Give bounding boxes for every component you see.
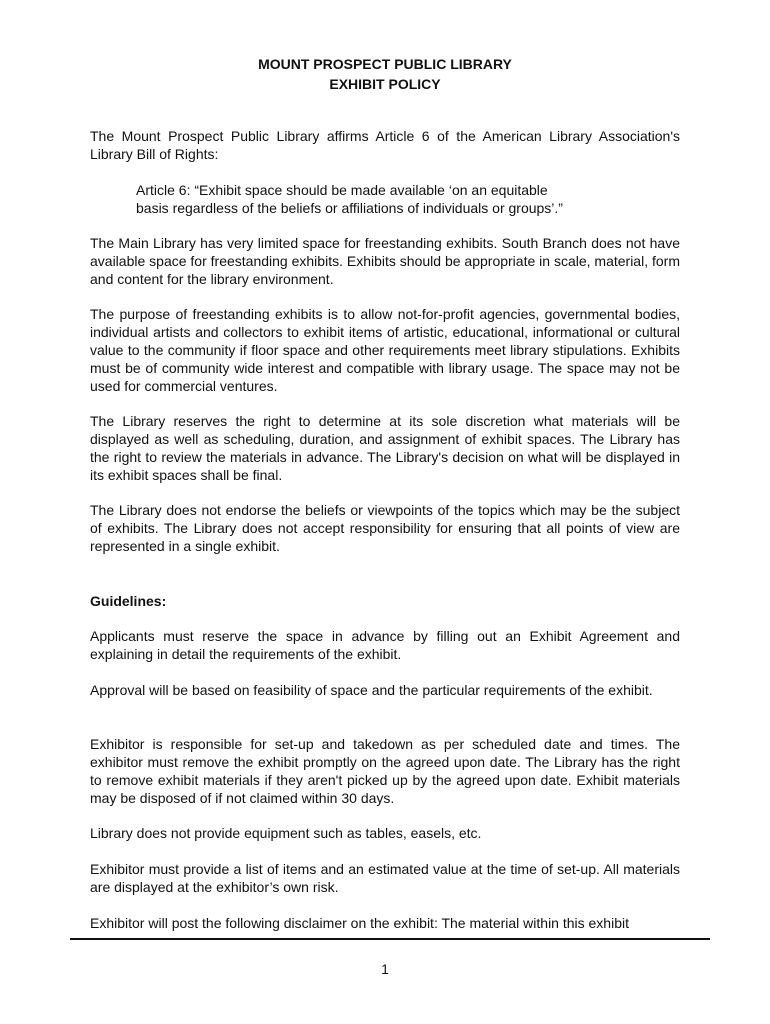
guideline-equipment: Library does not provide equipment such as tables, easels, etc. [90,825,482,841]
footer-divider [70,938,710,940]
article-6-quote-line-1: Article 6: “Exhibit space should be made available ‘on an equitable [136,182,548,198]
endorsement-paragraph: The Library does not endorse the beliefs or viewpoints of the topics which may be the subject of exhibits. The Library does not accept responsibility for ensuring that all points of view are represented in a single exhibit. [90,502,680,554]
guideline-reserve-space: Applicants must reserve the space in advance by filling out an Exhibit Agreement and explaining in detail the requirements of the exhibit. [90,628,680,662]
document-title-line-2: EXHIBIT POLICY [329,76,441,92]
main-library-paragraph: The Main Library has very limited space for freestanding exhibits. South Branch does not have available space for freestanding exhibits. Exhibits should be appropriate in scale, material, form and content for the library environment. [90,235,680,287]
article-6-quote-line-2: basis regardless of the beliefs or affiliations of individuals or groups’.” [136,200,563,216]
page-number: 1 [381,961,389,977]
guidelines-heading: Guidelines: [90,593,167,609]
guideline-disclaimer: Exhibitor will post the following disclaimer on the exhibit: The material within this exhibit [90,915,629,931]
intro-paragraph: The Mount Prospect Public Library affirms Article 6 of the American Library Association's Library Bill of Rights: [90,128,680,162]
guideline-setup-takedown: Exhibitor is responsible for set-up and takedown as per scheduled date and times. The exhibitor must remove the exhibit promptly on the agreed upon date. The Library has the right to remove exhibit materials if they aren't picked up by the agreed upon date. Exhibit materials may be disposed of if not claimed within 30 days. [90,736,680,806]
reserves-right-paragraph: The Library reserves the right to determine at its sole discretion what materials will be displayed as well as scheduling, duration, and assignment of exhibit spaces. The Library has the right to review the materials in advance. The Library's decision on what will be displayed in its exhibit spaces shall be final. [90,413,680,483]
document-title-line-1: MOUNT PROSPECT PUBLIC LIBRARY [258,56,512,72]
purpose-paragraph: The purpose of freestanding exhibits is to allow not-for-profit agencies, governmental bodies, individual artists and collectors to exhibit items of artistic, educational, informational or cultural value to the community if floor space and other requirements meet library stipulations. Exhibits must be of community wide interest and compatible with library usage. The space may not be used for commercial ventures. [90,306,680,394]
guideline-approval: Approval will be based on feasibility of space and the particular requirements of the exhibit. [90,682,653,698]
guideline-item-list: Exhibitor must provide a list of items and an estimated value at the time of set-up. All materials are displayed at the exhibitor’s own risk. [90,861,680,895]
